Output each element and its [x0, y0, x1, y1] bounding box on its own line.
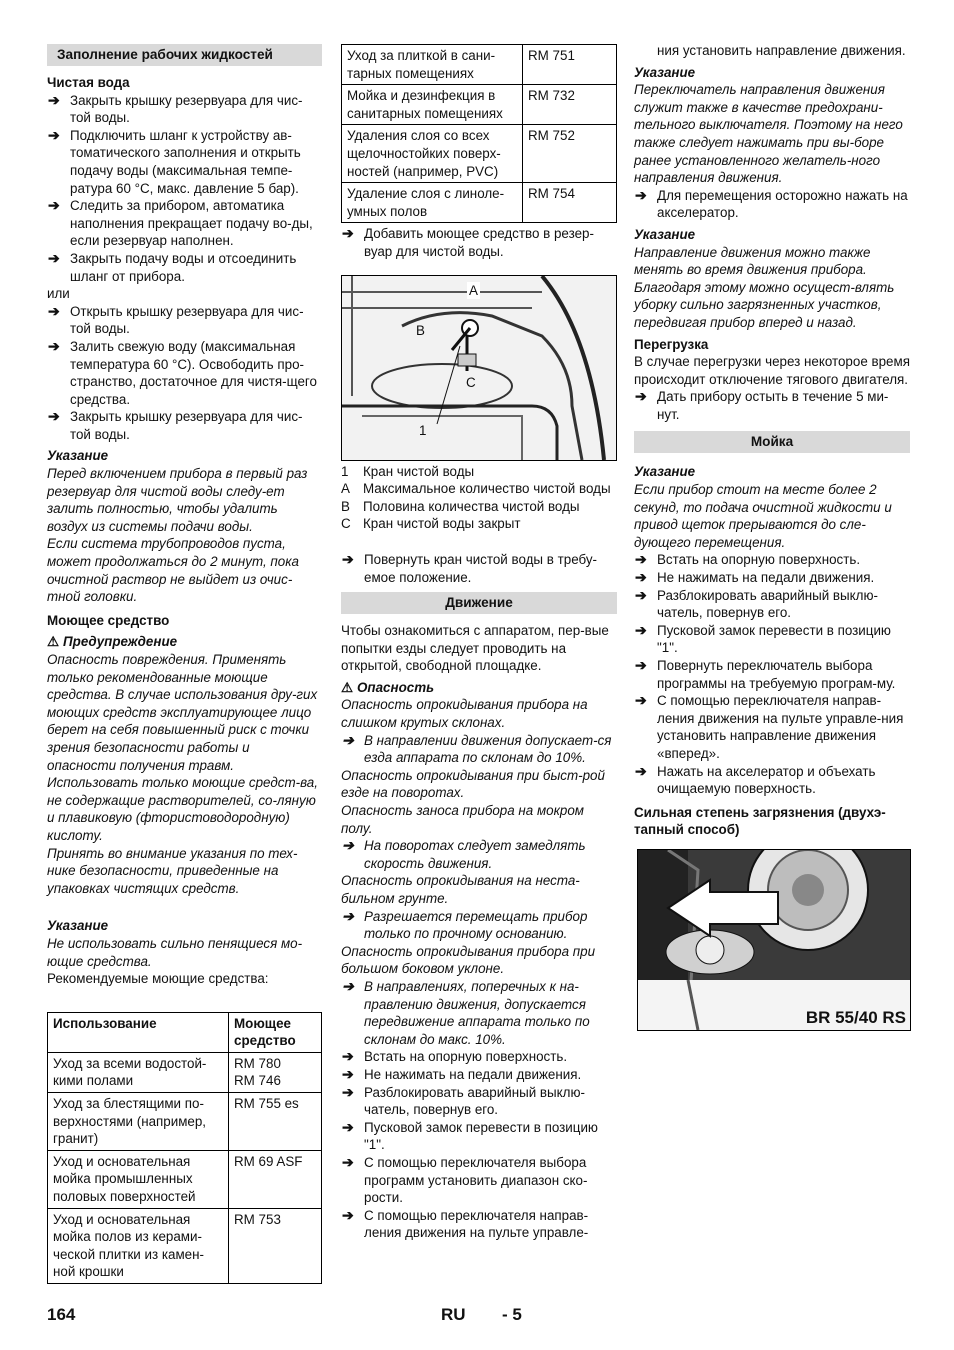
arrow-right-icon: ➔: [342, 1083, 354, 1100]
table-cell: RM 753: [229, 1208, 322, 1283]
step-item: ➔ Для перемещения осторожно нажать на акселератор.: [635, 186, 908, 221]
step-item: ➔ Подключить шланг к устройству ав-томатического заполнения и открыть подачу воды (максимальная темпе-ратура 60 °C, макс. давление 5 бар).: [48, 126, 301, 196]
arrow-right-icon: ➔: [48, 91, 60, 108]
arrow-right-icon: ➔: [342, 1065, 354, 1082]
arrow-right-icon: ➔: [48, 408, 60, 425]
danger-step: ➔ На поворотах следует замедлять скорость движения.: [342, 837, 586, 871]
step-item: ➔ Дать прибору остыть в течение 5 ми-нут.: [635, 388, 889, 422]
clean-water-steps-a: [47, 92, 322, 286]
heading-detergent: Моющее средство: [47, 612, 170, 628]
table-cell: Уход и основательная мойка полов из керами-ческой плитки из камен-ной крошки: [48, 1208, 229, 1283]
recommended-text: Рекомендуемые моющие средства:: [47, 971, 269, 987]
step-item: ➔ Залить свежую воду (максимальная температура 60 °C). Освободить про-странство, достаточное для чистя-щего средства.: [48, 337, 317, 407]
brush-illustration: [638, 850, 910, 1030]
arrow-right-icon: ➔: [342, 550, 354, 567]
language-code: RU: [441, 1305, 466, 1324]
figure-caption: C Кран чистой воды закрыт: [341, 516, 521, 532]
figure-label-1: 1: [419, 422, 427, 438]
arrow-right-icon: ➔: [635, 388, 647, 405]
column-3: [634, 42, 910, 1031]
arrow-right-icon: ➔: [635, 657, 647, 673]
table-row: [342, 85, 617, 125]
table-row: [342, 125, 617, 183]
note-text: Если система трубопроводов пуста, может продолжаться до 2 минут, пока очистной раствор не выйдет из очис-тной головки.: [47, 536, 299, 605]
warning-text: Использовать только моющие средст-ва, не содержащие растворителей, со-ляную и плавиковую (фтористоводородную) кислоту.: [47, 775, 318, 843]
table-header: Использование: [48, 1012, 229, 1052]
step-item: ➔ С помощью переключателя направ-ления движения на пульте управле-ния установить направление движения «вперед».: [635, 692, 904, 761]
step-item: ➔ Следить за прибором, автоматика наполнения прекращает подачу во-ды, если резервуар наполнен.: [48, 197, 313, 249]
arrow-right-icon: ➔: [635, 551, 647, 568]
column-2: [341, 44, 617, 1242]
step-item: ➔ Не нажимать на педали движения.: [342, 1065, 582, 1082]
column-1: [47, 44, 322, 1284]
step-item: ➔ Повернуть кран чистой воды в требу-емое положение.: [342, 550, 598, 585]
table-cell: RM 780 RM 746: [229, 1052, 322, 1092]
danger-step: ➔ В направлениях, поперечных к на-правлению движения, допускается передвижение аппарата только по склонам до макс. 10%.: [342, 977, 590, 1047]
arrow-right-icon: ➔: [635, 569, 647, 586]
table-cell: RM 754: [523, 183, 617, 223]
step-item: ➔ Открыть крышку резервуара для чис-той воды.: [48, 302, 304, 337]
heading-overload: Перегрузка: [634, 336, 709, 352]
arrow-right-icon: ➔: [48, 126, 60, 143]
note-heading: Указание: [634, 64, 696, 80]
table-cell: RM 752: [523, 125, 617, 183]
arrow-right-icon: ➔: [342, 907, 354, 924]
danger-text: Опасность опрокидывания прибора при большом боковом уклоне.: [341, 943, 596, 977]
step-item: ➔ Закрыть подачу воды и отсоединить шланг от прибора.: [48, 249, 297, 284]
movement-intro: Чтобы ознакомиться с аппаратом, пер-вые попытки езды следует проводить на открытой, свободной площадке.: [341, 623, 609, 674]
note-text: Направление движения можно также менять во время движения прибора. Благодаря этому можно осущест-влять уборку сильно загрязненных участков, передвигая прибор вперед и назад.: [634, 244, 895, 330]
warning-text: Опасность повреждения. Применять только рекомендованные моющие средства. В случае использования дру-гих моющих средств эксплуатирующее лицо берет на себя повышенный риск с точки зрения безопасности работы и опасности получения травм.: [47, 652, 318, 773]
danger-text: Опасность заноса прибора на мокром полу.: [341, 803, 584, 836]
table-cell: RM 751: [523, 45, 617, 85]
arrow-right-icon: ➔: [48, 197, 60, 214]
step-item: ➔ С помощью переключателя выбора программ установить диапазон ско-рости.: [342, 1153, 588, 1206]
step-item: ➔ Повернуть переключатель выбора программы на требуемую програм-му.: [635, 657, 896, 691]
step-item: ➔ Добавить моющее средство в резер-вуар для чистой воды.: [342, 225, 594, 259]
table-row: [48, 1093, 322, 1151]
arrow-right-icon: ➔: [342, 977, 354, 994]
arrow-right-icon: ➔: [48, 337, 60, 354]
step-item: ➔ Встать на опорную поверхность.: [342, 1048, 568, 1065]
step-item: ➔ Не нажимать на педали движения.: [635, 569, 875, 586]
arrow-right-icon: ➔: [342, 1206, 354, 1223]
table-cell: Уход за всеми водостой-кими полами: [48, 1052, 229, 1092]
note-text: Перед включением прибора в первый раз резервуар для чистой воды следу-ет залить полностью, чтобы удалить воздух из системы подачи воды.: [47, 466, 308, 534]
arrow-right-icon: ➔: [342, 1118, 354, 1135]
or-text: или: [47, 286, 70, 302]
table-cell: RM 732: [523, 85, 617, 125]
arrow-right-icon: ➔: [48, 249, 60, 266]
table-cell: Уход и основательная мойка промышленных половых поверхностей: [48, 1150, 229, 1208]
section-title-washing: Мойка: [634, 431, 910, 453]
arrow-right-icon: ➔: [635, 692, 647, 709]
note-heading: Указание: [47, 918, 109, 934]
note-heading: Указание: [634, 226, 696, 242]
step-item: ➔ Встать на опорную поверхность.: [635, 551, 861, 568]
clean-water-steps-b: [47, 303, 322, 444]
table-cell: RM 69 ASF: [229, 1150, 322, 1208]
step-item: ➔ Разблокировать аварийный выклю-чатель, повернув его.: [635, 586, 878, 621]
detergent-table: [47, 1012, 322, 1284]
arrow-right-icon: ➔: [342, 1048, 354, 1065]
step-item: ➔ Разблокировать аварийный выклю-чатель, повернув его.: [342, 1083, 585, 1118]
danger-heading: ⚠ Опасность: [341, 679, 435, 695]
table-cell: RM 755 es: [229, 1093, 322, 1151]
step-item: ➔ С помощью переключателя направ-ления движения на пульте управле-: [342, 1206, 589, 1241]
heading-clean-water: Чистая вода: [47, 75, 130, 90]
arrow-right-icon: ➔: [342, 225, 354, 242]
danger-step: ➔ Разрешается перемещать прибор только по прочному основанию.: [342, 907, 588, 942]
table-row: [48, 1150, 322, 1208]
model-label: BR 55/40 RS: [805, 1008, 906, 1028]
brush-figure: [637, 849, 911, 1031]
danger-text: Опасность опрокидывания прибора на слишком крутых склонах.: [341, 697, 588, 731]
table-row: [48, 1208, 322, 1283]
heading-heavy-soiling: Сильная степень загрязнения (двухэ-тапный способ): [634, 804, 886, 838]
figure-label-c: C: [466, 374, 476, 390]
note-heading: Указание: [634, 464, 696, 480]
arrow-right-icon: ➔: [635, 762, 647, 779]
movement-steps: [341, 1048, 617, 1242]
warning-triangle-icon: ⚠: [341, 679, 354, 695]
step-item: ➔ Закрыть крышку резервуара для чис-той воды.: [48, 408, 303, 442]
danger-text: Опасность опрокидывания на неста-бильном грунте.: [341, 873, 580, 906]
step-item: ➔ Нажать на акселератор и объехать очищаемую поверхность.: [635, 762, 876, 797]
arrow-right-icon: ➔: [342, 837, 354, 854]
note-text: Если прибор стоит на месте более 2 секунд, то подача очистной жидкости и привод щеток прерываются до сле-дующего перемещения.: [634, 482, 892, 550]
danger-step: ➔ В направлении движения допускает-ся езда аппарата по склонам до 10%.: [342, 731, 612, 766]
figure-label-a: A: [469, 282, 478, 298]
figure-caption: A Максимальное количество чистой воды: [341, 481, 611, 497]
figure-label-b: B: [416, 322, 425, 338]
table-header: Моющее средство: [229, 1012, 322, 1052]
table-cell: Уход за плиткой в сани-тарных помещениях: [342, 45, 523, 85]
overload-text: В случае перегрузки через некоторое время происходит отключение тягового двигателя.: [634, 354, 910, 387]
section-title-filling: Заполнение рабочих жидкостей: [47, 44, 322, 66]
arrow-right-icon: ➔: [635, 621, 647, 638]
warning-triangle-icon: ⚠: [47, 634, 60, 650]
table-row: [342, 45, 617, 85]
figure-caption: 1 Кран чистой воды: [341, 463, 475, 479]
water-tap-illustration: [342, 276, 617, 460]
note-heading: Указание: [47, 448, 109, 464]
figure-caption: B Половина количества чистой воды: [341, 498, 580, 514]
danger-text: Опасность опрокидывания при быст-рой езде на поворотах.: [341, 767, 605, 801]
page-number: 164: [47, 1305, 76, 1324]
figure-captions: [341, 463, 617, 533]
section-number: - 5: [502, 1305, 522, 1324]
washing-steps: [634, 551, 910, 797]
note-text: Не использовать сильно пенящиеся мо-ющие средства.: [47, 935, 303, 969]
arrow-right-icon: ➔: [342, 1153, 354, 1170]
warning-heading: ⚠ Предупреждение: [47, 634, 178, 650]
section-title-movement: Движение: [341, 592, 617, 614]
arrow-right-icon: ➔: [635, 186, 647, 203]
table-cell: Мойка и дезинфекция в санитарных помещениях: [342, 85, 523, 125]
arrow-right-icon: ➔: [48, 302, 60, 319]
step-item: ➔ Закрыть крышку резервуара для чис-той воды.: [48, 91, 303, 126]
warning-text: Принять во внимание указания по тех-нике безопасности, приведенные на упаковках чистящих средств.: [47, 845, 298, 896]
table-cell: Удаление слоя с линоле-умных полов: [342, 183, 523, 223]
continued-text: ния установить направление движения.: [657, 43, 906, 58]
arrow-right-icon: ➔: [342, 731, 354, 748]
table-row: [48, 1052, 322, 1092]
water-tap-figure: [341, 275, 617, 461]
table-cell: Уход за блестящими по-верхностями (например, гранит): [48, 1093, 229, 1151]
arrow-right-icon: ➔: [635, 586, 647, 603]
detergent-table-continued: [341, 44, 617, 223]
note-text: Переключатель направления движения служит также в качестве предохрани-тельного выключателя. Поэтому на него также следует нажимать при вы-боре ранее установленного желатель-ного направления движения.: [634, 82, 903, 186]
table-row: [342, 183, 617, 223]
table-cell: Удаления слоя со всех щелочностойких поверх-ностей (например, PVC): [342, 125, 523, 183]
step-item: ➔ Пусковой замок перевести в позицию "1".: [635, 621, 891, 656]
step-item: ➔ Пусковой замок перевести в позицию "1".: [342, 1118, 598, 1153]
